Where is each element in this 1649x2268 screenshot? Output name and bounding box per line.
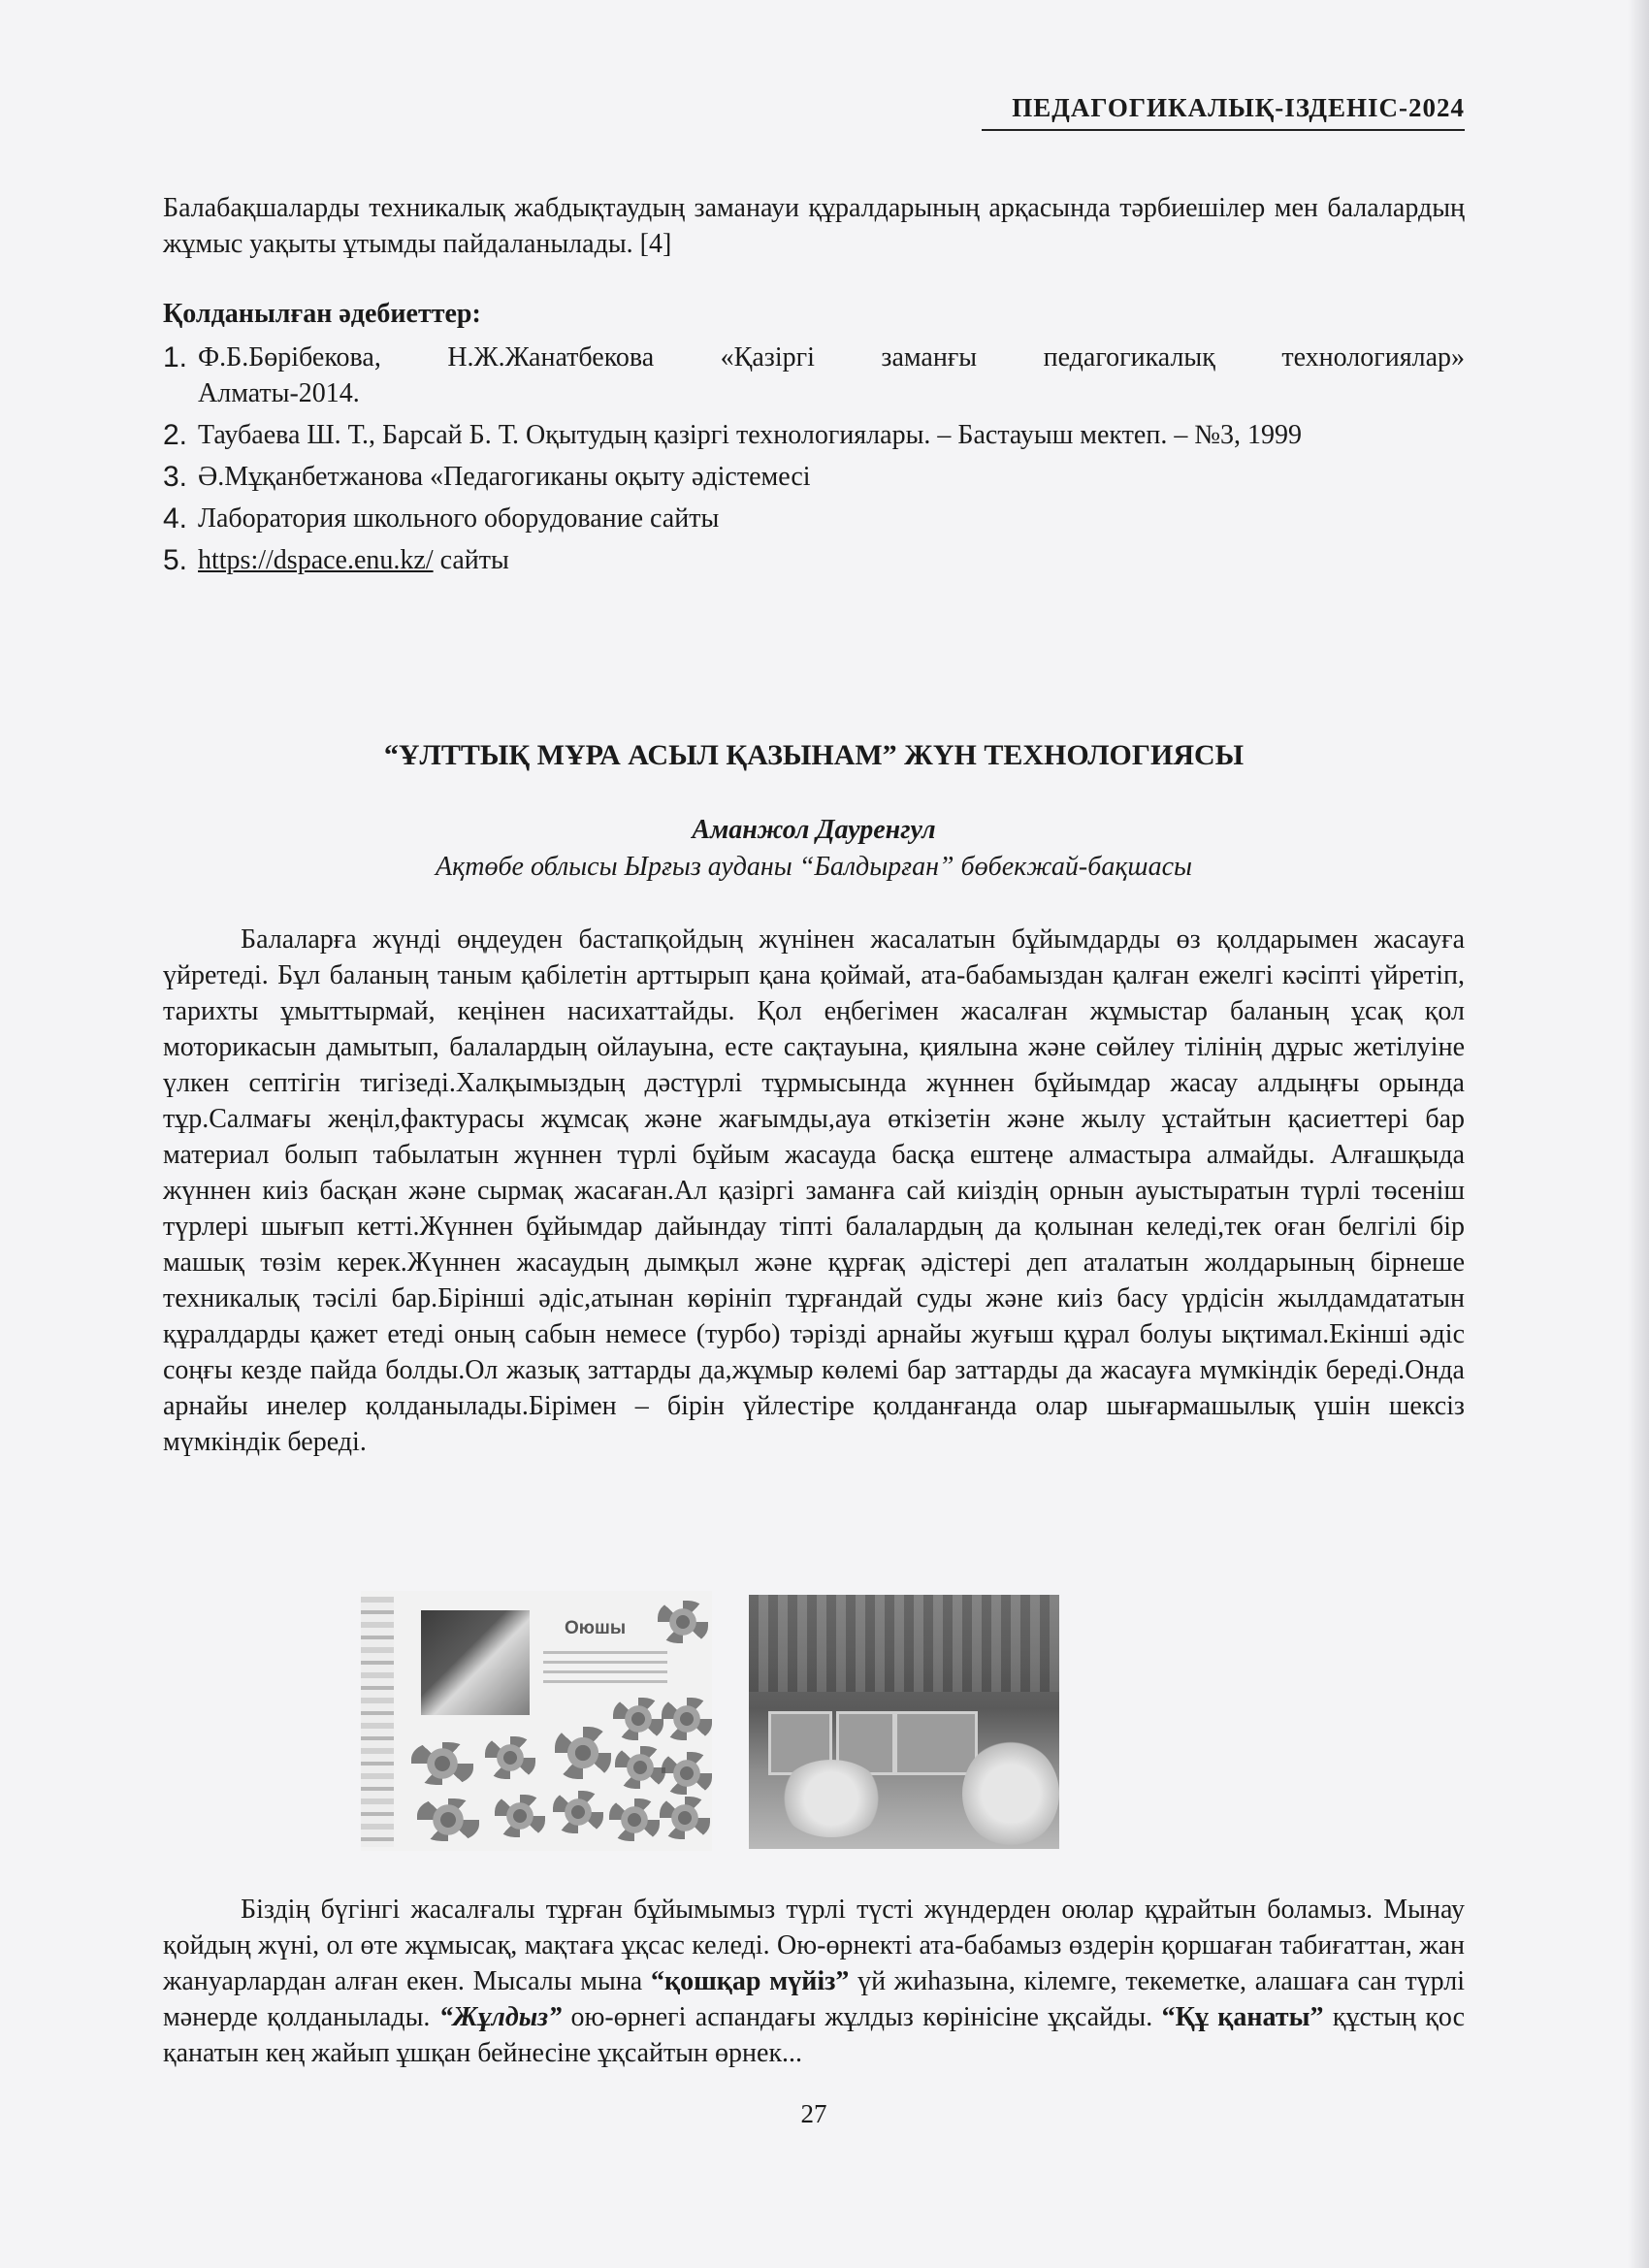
reference-link[interactable]: https://dspace.enu.kz/: [198, 545, 434, 575]
reference-number: 2.: [163, 419, 188, 451]
reference-item: [163, 501, 1465, 536]
ornament-border-strip: [361, 1597, 394, 1847]
reference-number: 1.: [163, 341, 188, 373]
keyword-koshkar-muiiz: “қошқар мүйіз”: [650, 1966, 850, 1996]
keyword-zhuldyz: “Жұлдыз”: [438, 2002, 563, 2032]
ornament-icon: [613, 1698, 663, 1740]
reference-text: сайты: [433, 545, 509, 575]
carpet-pattern: [749, 1595, 1059, 1692]
page-number: 27: [800, 2099, 827, 2128]
wool-workshop-photo: [749, 1595, 1059, 1849]
ornament-icon: [662, 1698, 712, 1740]
wool-pile: [778, 1760, 885, 1837]
reference-item: [163, 542, 1465, 578]
ornament-icon: [662, 1752, 712, 1795]
poster-caption: [543, 1651, 667, 1690]
references-heading: Қолданылған әдебиеттер:: [163, 299, 481, 329]
article-affiliation: Ақтөбе облысы Ырғыз ауданы “Балдырған” бөбекжай-бақшасы: [436, 852, 1192, 882]
reference-text: Ә.Мұқанбетжанова «Педагогиканы оқыту әдістемесі: [198, 462, 811, 492]
running-header: ПЕДАГОГИКАЛЫҚ-ІЗДЕНІС-2024: [982, 93, 1465, 131]
reference-text: Таубаева Ш. Т., Барсай Б. Т. Оқытудың қазіргі технологиялары. – Бастауыш мектеп. – №3, 1999: [198, 420, 1303, 450]
reference-text: Ф.Б.Бөрібекова, Н.Ж.Жанатбекова «Қазіргі заманғы педагогикалық технологиялар»: [198, 342, 1465, 373]
reference-text: Лаборатория школьного оборудование сайты: [198, 503, 720, 534]
ornament-icon: [609, 1798, 660, 1841]
photo-thumbnail: [421, 1610, 530, 1715]
ornament-icon: [417, 1798, 479, 1841]
reference-number: 4.: [163, 502, 188, 535]
ornament-icon: [615, 1746, 665, 1789]
wool-pile: [962, 1740, 1059, 1847]
ornament-icon: [555, 1727, 611, 1779]
ornament-icon: [658, 1601, 708, 1643]
reference-number: 3.: [163, 461, 188, 493]
keyword-qu-qanaty: “Құ қанаты”: [1161, 2002, 1324, 2032]
intro-paragraph: Балабақшаларды техникалық жабдықтаудың заманауи құралдарының арқасында тәрбиешілер мен балалардың жұмыс уақыты ұтымды пайдаланылады. [4]: [163, 193, 1465, 259]
ornament-icon: [485, 1736, 535, 1779]
reference-item: [163, 459, 1465, 495]
ornament-icon: [411, 1742, 473, 1785]
reference-item: [163, 340, 1465, 411]
references-list: [163, 340, 1465, 584]
poster-title: Оюшы: [565, 1618, 627, 1638]
article-author: Аманжол Дауренгул: [692, 815, 936, 845]
article-paragraph-1: Балаларға жүнді өңдеуден бастапқойдың жүнінен жасалатын бұйымдарды өз қолдарымен жасауға үйретеді. Бұл баланың таным қабілетін арттырып қана қоймай, ата-бабамыздан қалған ежелгі кәсіпті үйретіп, тарихты ұмыттырмай, кеңінен насихаттайды. Қол еңбегімен жасалған жұмыстар баланың ұсақ қол моторикасын дамытып, балалардың ойлауына, есте сақтауына, қиялына және сөйлеу тілінің дұрыс жетілуіне үлкен септігін тигізеді.Халқымыздың дәстүрлі тұрмысында жүннен бұйымдар жасау алдыңғы орында тұр.Салмағы жеңіл,фактурасы жұмсақ және жағымды,ауа өткізетін және жылу ұстайтын қасиеттері бар материал болып табылатын жүннен түрлі бұйым жасауда басқа ештеңе алмастыра алмайды. Алғашқыда жүннен киіз басқан және сырмақ жасаған.Ал қазіргі заманға сай киіздің орнын ауыстыратын түрлі төсеніш түрлері шығып кетті.Жүннен бұйымдар дайындау тіпті балалардың да қолынан келеді,тек оған белгілі бір машық төзім керек.Жүннен жасаудың дымқыл және құрғақ әдістері деп аталатын жолдарының бірнеше техникалық тәсілі бар.Бірінші әдіс,атынан көрініп тұрғандай суды және киіз басу үрдісін жылдамдататын құралдарды қажет етеді оның сабын немесе (турбо) тәрізді арнайы жуғыш құрал болуы ықтимал.Екінші әдіс соңғы кезде пайда болды.Ол жазық заттарды да,жұмыр көлемі бар заттарды да жасауға мүмкіндік береді.Онда арнайы инелер қолданылады.Бірімен – бірін үйлестіре қолданғанда олар шығармашылық үшін шексіз мүмкіндік береді.: [163, 924, 1465, 1457]
article-title: “ҰЛТТЫҚ МҰРА АСЫЛ ҚАЗЫНАМ” ЖҮН ТЕХНОЛОГИЯСЫ: [383, 739, 1245, 771]
reference-item: [163, 417, 1465, 453]
reference-number: 5.: [163, 544, 188, 576]
reference-text-cont: Алматы-2014.: [198, 378, 360, 408]
ornament-icon: [495, 1795, 545, 1837]
page-edge-shadow: [1628, 0, 1649, 2268]
article-paragraph-2: Біздің бүгінгі жасалғалы тұрған бұйымымыз түрлі түсті жүндерден оюлар құрайтын боламыз. Мынау қойдың жүні, ол өте жұмысақ, мақтаға ұқсас келеді. Ою-өрнекті ата-бабамыз өздерін қоршаған табиғаттан, жан жануарлардан алған екен. Мысалы мына “қошқар мүйіз” үй жиһазына, кілемге, текеметке, алашаға сан түрлі мәнерде қолданылады. “Жұлдыз” ою-өрнегі аспандағы жұлдыз көрінісіне ұқсайды. “Құ қанаты” құстың қос қанатын кең жайып ұшқан бейнесіне ұқсайтын өрнек...: [163, 1895, 1466, 2068]
tray: [894, 1711, 978, 1775]
ornament-icon: [553, 1791, 603, 1833]
ornament-icon: [660, 1797, 710, 1839]
ornament-poster-image: [361, 1591, 712, 1851]
